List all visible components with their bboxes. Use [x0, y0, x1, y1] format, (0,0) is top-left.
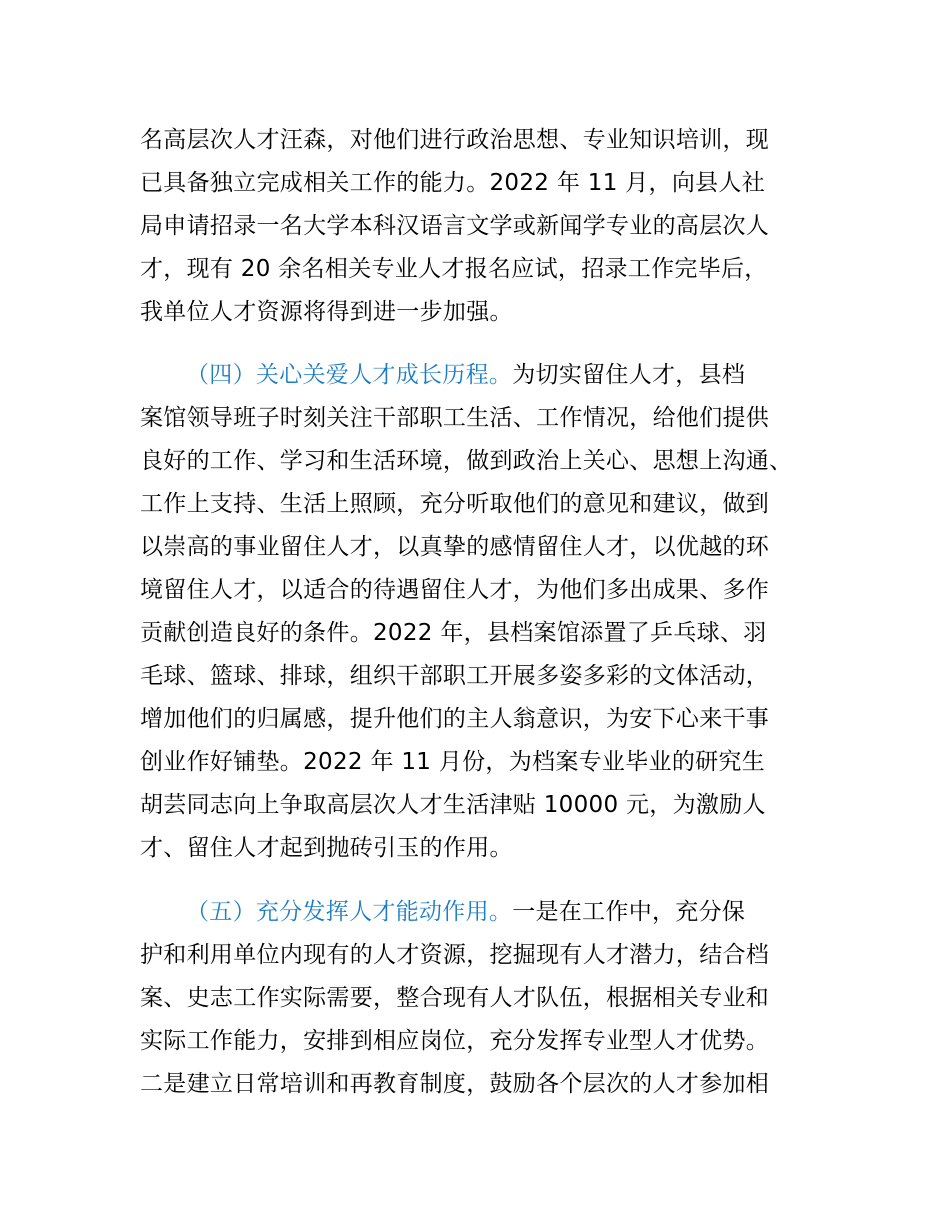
paragraph-talent-role: [140, 891, 840, 1106]
text-line: 才、留住人才起到抛砖引玉的作用。: [140, 835, 513, 861]
text-line: 已具备独立完成相关工作的能力。2022 年 11 月，向县人社: [140, 170, 766, 196]
text-line: 实际工作能力，安排到相应岗位，充分发挥专业型人才优势。: [140, 1028, 770, 1054]
text-line: 案馆领导班子时刻关注干部职工生活、工作情况，给他们提供: [140, 405, 770, 431]
first-line: [140, 891, 840, 934]
text-line: 二是建立日常培训和再教育制度，鼓励各个层次的人才参加相: [140, 1071, 770, 1097]
text-line: 以崇高的事业留住人才，以真挚的感情留住人才，以优越的环: [140, 534, 770, 560]
text-line: 工作上支持、生活上照顾，充分听取他们的意见和建议，做到: [140, 491, 770, 517]
section-heading-four: （四）关心关爱人才成长历程。: [186, 362, 513, 388]
text-line: 名高层次人才汪森，对他们进行政治思想、专业知识培训，现: [140, 127, 770, 153]
section-heading-five: （五）充分发挥人才能动作用。: [186, 899, 513, 925]
text-line: 局申请招录一名大学本科汉语言文学或新闻学专业的高层次人: [140, 213, 770, 239]
text-line: 创业作好铺垫。2022 年 11 月份，为档案专业毕业的研究生: [140, 749, 766, 775]
first-line-rest: 一是在工作中，充分保: [512, 899, 746, 925]
paragraph-care-for-talent: [140, 354, 840, 870]
text-line: 境留住人才，以适合的待遇留住人才，为他们多出成果、多作: [140, 577, 770, 603]
first-line-rest: 为切实留住人才，县档: [512, 362, 746, 388]
text-line: 贡献创造良好的条件。2022 年，县档案馆添置了乒乓球、羽: [140, 620, 767, 646]
text-line: 才，现有 20 余名相关专业人才报名应试，招录工作完毕后，: [140, 256, 768, 282]
text-line: 案、史志工作实际需要，整合现有人才队伍，根据相关专业和: [140, 985, 770, 1011]
text-line: 护和利用单位内现有的人才资源，挖掘现有人才潜力，结合档: [140, 942, 770, 968]
text-line: 胡芸同志向上争取高层次人才生活津贴 10000 元，为激励人: [140, 792, 766, 818]
text-line: 增加他们的归属感，提升他们的主人翁意识，为安下心来干事: [140, 706, 770, 732]
text-line: 良好的工作、学习和生活环境，做到政治上关心、思想上沟通、: [140, 448, 793, 474]
text-line: 我单位人才资源将得到进一步加强。: [140, 299, 513, 325]
first-line: [140, 354, 840, 397]
text-line: 毛球、篮球、排球，组织干部职工开展多姿多彩的文体活动，: [140, 663, 770, 689]
paragraph-talent-recruitment: [140, 119, 840, 334]
